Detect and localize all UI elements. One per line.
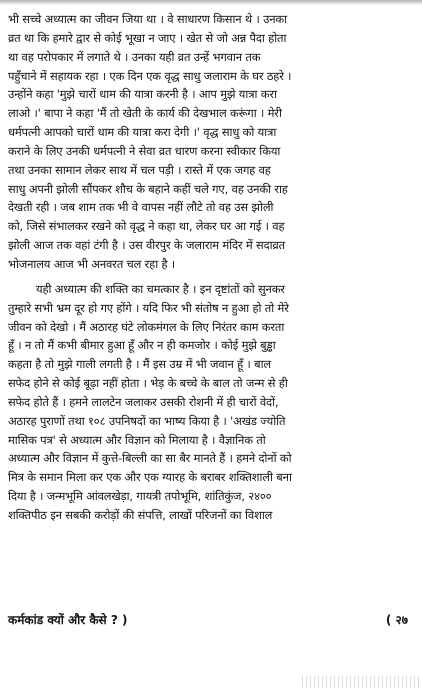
text-line: सफेद होते हैं । हमने लालटेन जलाकर उसकी रोशनी में ही चारों वेदों, <box>8 394 279 409</box>
scan-edge-shadow <box>0 0 422 5</box>
text-line: देखती रही । जब शाम तक भी वे वापस नहीं लौटे तो वह उस झोली <box>8 200 274 215</box>
text-line: साधु अपनी झोली सौंपकर शौच के बहाने कहीं चले गए, वह उनकी राह <box>8 181 288 196</box>
page-footer <box>8 611 408 628</box>
text-line: यही अध्यात्म की शक्ति का चमत्कार है । इन दृष्टांतों को सुनकर <box>36 281 285 296</box>
text-line: दिया है । जन्मभूमि आंवलखेड़ा, गायत्री तपोभूमि, शांतिकुंज, २४०० <box>8 489 272 504</box>
text-line: भोजनालय आज भी अनवरत चल रहा है । <box>8 256 175 271</box>
text-line: मित्र के समान मिला कर एक और एक ग्यारह के बराबर शक्तिशाली बना <box>8 470 292 485</box>
text-line: को, जिसे संभालकर रखने को वृद्ध ने कहा था, लेकर घर आ गई । वह <box>8 219 285 234</box>
text-line: उन्होंने कहा 'मुझे चारों धाम की यात्रा करनी है । आप मुझे यात्रा करा <box>8 87 277 102</box>
text-line: कहता है तो मुझे गाली लगती है । मैं इस उम्र में भी जवान हूँ । बाल <box>8 357 271 372</box>
text-line: अध्यात्म और विज्ञान में कुत्ते-बिल्ली का सा बैर मानते हैं । हमने दोनों को <box>8 451 292 466</box>
text-line: धर्मपत्नी आपको चारों धाम की यात्रा करा देगी ।' वृद्ध साधु को यात्रा <box>8 125 277 140</box>
text-line: झोली आज तक वहां टंगी है । उस वीरपुर के जलाराम मंदिर में सदाव्रत <box>8 238 285 253</box>
paragraph-2 <box>8 280 416 525</box>
text-line: मासिक पत्र' से अध्यात्म और विज्ञान को मिलाया है । वैज्ञानिक तो <box>8 432 266 447</box>
footer-page-number: ( २७ <box>385 613 408 627</box>
text-line: शक्तिपीठ इन सबकी करोड़ों की संपत्ति, लाखों परिजनों का विशाल <box>8 507 273 522</box>
text-line: व्रत था कि हमारे द्वार से कोई भूखा न जाए । खेत से जो अन्न पैदा होता <box>8 30 287 45</box>
text-line: हूँ । न तो मैं कभी बीमार हुआ हूँ और न ही कमजोर । कोई मुझे बुड्ढा <box>8 338 276 353</box>
scan-noise <box>302 676 422 688</box>
text-line: तथा उनका सामान लेकर साथ में चल पड़ी । रास्ते में एक जगह वह <box>8 162 271 177</box>
text-line: था वह परोपकार में लगाते थे । उनका यही व्रत उन्हें भगवान तक <box>8 49 261 64</box>
text-line: कराने के लिए उनकी धर्मपत्नी ने सेवा व्रत धारण करना स्वीकार किया <box>8 143 281 158</box>
text-line: जीवन को देखो । मैं अठारह घंटे लोकमंगल के लिए निरंतर काम करता <box>8 319 285 334</box>
text-line: सफेद होने से कोई बूढ़ा नहीं होता । भेड़ के बच्चे के बाल तो जन्म से ही <box>8 376 288 391</box>
text-line: तुम्हारे सभी भ्रम दूर हो गए होंगे । यदि फिर भी संतोष न हुआ हो तो मेरे <box>8 300 289 315</box>
footer-book-title: कर्मकांड क्यों और कैसे ? ) <box>8 613 128 627</box>
text-line: भी सच्चे अध्यात्म का जीवन जिया था । वे साधारण किसान थे । उनका <box>8 12 287 26</box>
paragraph-1 <box>8 10 416 274</box>
text-line: अठारह पुराणों तथा १०८ उपनिषदों का भाष्य किया है । 'अखंड ज्योति <box>8 413 286 428</box>
body-text <box>8 10 416 525</box>
text-line: पहुँचाने में सहायक रहा । एक दिन एक वृद्ध साधु जलाराम के घर ठहरे । <box>8 68 292 83</box>
text-line: लाओ ।' बापा ने कहा 'मैं तो खेती के कार्य की देखभाल करूंगा । मेरी <box>8 106 282 121</box>
